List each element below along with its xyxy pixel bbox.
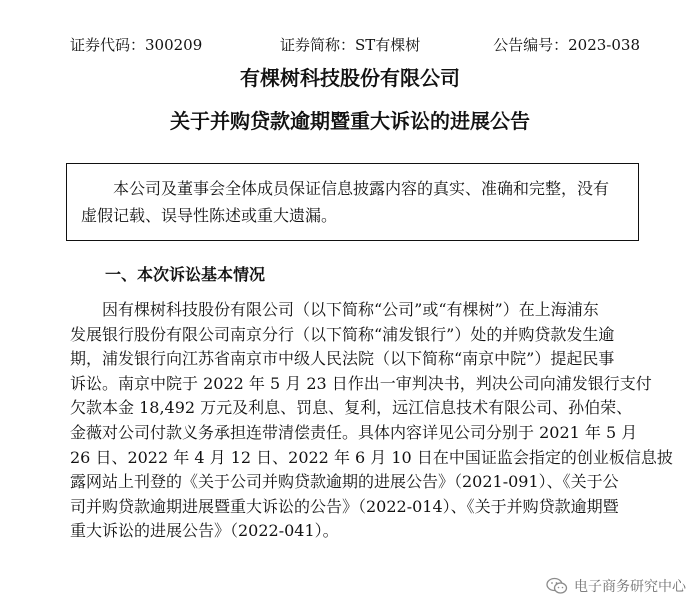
section-body bbox=[70, 298, 673, 544]
body-line: 期，浦发银行向江苏省南京市中级人民法院（以下简称“南京中院”）提起民事 bbox=[70, 349, 615, 369]
watermark-text: 电子商务研究中心 bbox=[574, 579, 686, 595]
body-line: 发展银行股份有限公司南京分行（以下简称“浦发银行”）处的并购贷款发生逾 bbox=[70, 324, 615, 344]
announcement-number: 公告编号：2023-038 bbox=[493, 36, 640, 54]
body-line: 诉讼。南京中院于 2022 年 5 月 23 日作出一审判决书，判决公司向浦发银行支付 bbox=[70, 373, 652, 393]
body-line: 因有棵树科技股份有限公司（以下简称“公司”或“有棵树”）在上海浦东 bbox=[102, 300, 599, 319]
body-line: 欠款本金 18,492 万元及利息、罚息、复利，远江信息技术有限公司、孙伯荣、 bbox=[70, 398, 633, 418]
announcement-title: 关于并购贷款逾期暨重大诉讼的进展公告 bbox=[170, 109, 530, 133]
announcement-header bbox=[70, 34, 640, 54]
stock-name: 证券简称：ST有棵树 bbox=[280, 36, 421, 54]
disclosure-notice-box: 本公司及董事会全体成员保证信息披露内容的真实、准确和完整，没有虚假记载、误导性陈述或重大遗漏。 bbox=[66, 163, 639, 241]
wechat-icon bbox=[546, 577, 568, 595]
body-line: 露网站上刊登的《关于公司并购贷款逾期的进展公告》（2021-091）、《关于公 bbox=[70, 472, 619, 492]
section-heading: 一、本次诉讼基本情况 bbox=[105, 265, 266, 284]
company-title: 有棵树科技股份有限公司 bbox=[240, 66, 460, 90]
body-line: 26 日、2022 年 4 月 12 日、2022 年 6 月 10 日在中国证监会指定的创业板信息披 bbox=[70, 447, 673, 467]
body-line: 司并购贷款逾期进展暨重大诉讼的公告》（2022-014）、《关于并购贷款逾期暨 bbox=[70, 496, 619, 516]
watermark bbox=[546, 576, 686, 596]
body-line: 金薇对公司付款义务承担连带清偿责任。具体内容详见公司分别于 2021 年 5 月 bbox=[70, 422, 638, 442]
stock-code: 证券代码：300209 bbox=[70, 36, 203, 54]
body-line: 重大诉讼的进展公告》（2022-041）。 bbox=[70, 521, 339, 541]
